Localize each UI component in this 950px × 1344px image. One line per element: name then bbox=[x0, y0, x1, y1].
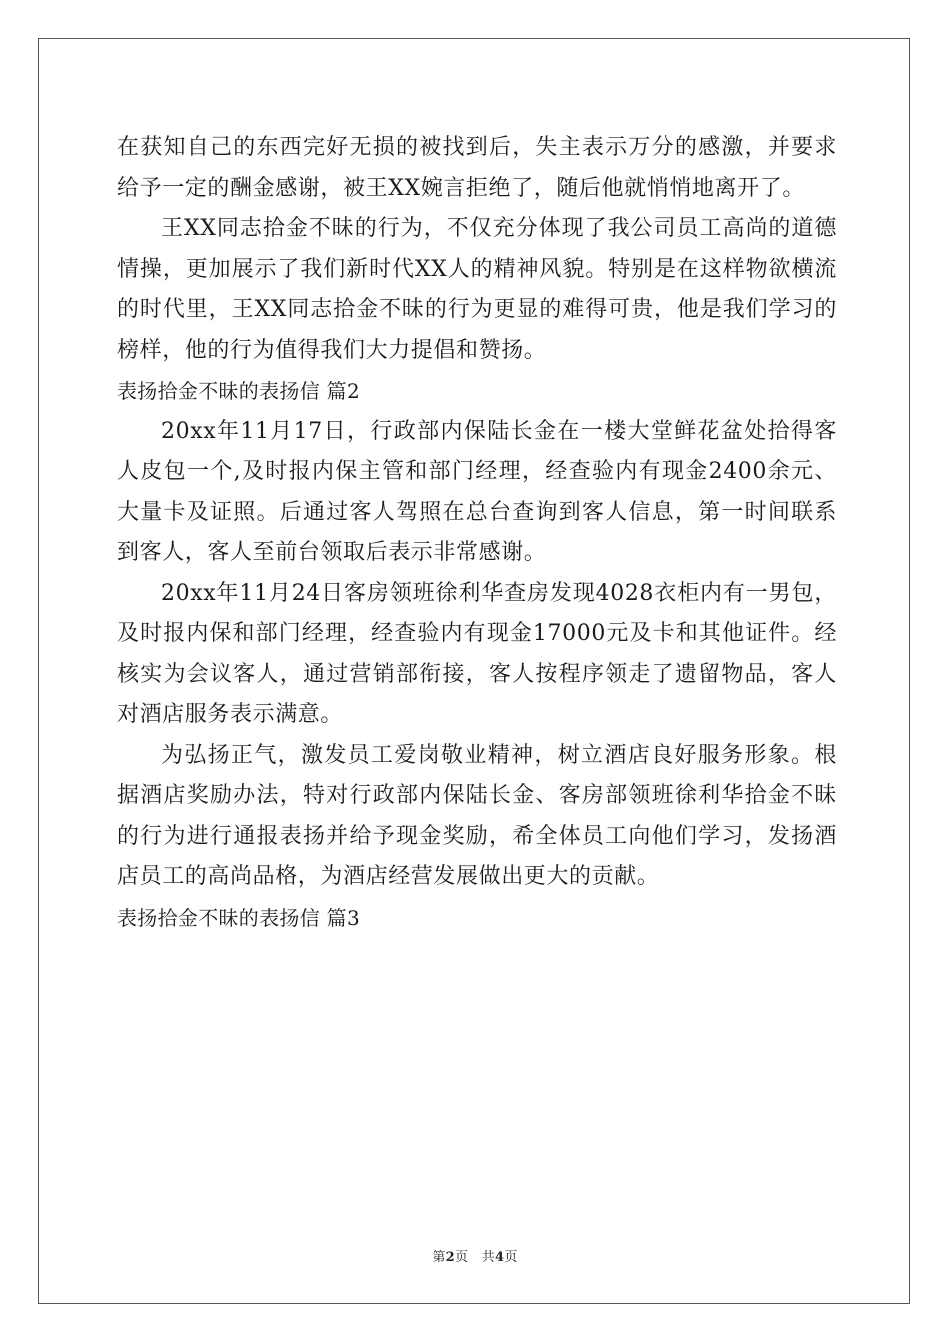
section-heading-3: 表扬拾金不昧的表扬信 篇3 bbox=[117, 905, 360, 930]
page-number: 2 bbox=[445, 1250, 456, 1265]
page-footer bbox=[0, 1246, 950, 1265]
paragraph-2: 王XX同志拾金不昧的行为，不仅充分体现了我公司员工高尚的道德情操，更加展示了我们新时代XX人的精神风貌。特别是在这样物欲横流的时代里，王XX同志拾金不昧的行为更显的难得可贵，他是我们学习的榜样，他的行为值得我们大力提倡和赞扬。 bbox=[117, 216, 837, 363]
page-suffix: 页 bbox=[455, 1250, 469, 1265]
document-body bbox=[117, 128, 837, 938]
paragraph-3: 20xx年11月17日，行政部内保陆长金在一楼大堂鲜花盆处拾得客人皮包一个,及时报内保主管和部门经理，经查验内有现金2400余元、大量卡及证照。后通过客人驾照在总台查询到客人信息，第一时间联系到客人，客人至前台领取后表示非常感谢。 bbox=[117, 418, 837, 565]
total-suffix: 页 bbox=[504, 1250, 518, 1265]
paragraph-1: 在获知自己的东西完好无损的被找到后，失主表示万分的感激，并要求给予一定的酬金感谢，被王XX婉言拒绝了，随后他就悄悄地离开了。 bbox=[117, 135, 837, 201]
section-heading-2: 表扬拾金不昧的表扬信 篇2 bbox=[117, 379, 360, 403]
paragraph-4: 20xx年11月24日客房领班徐利华查房发现4028衣柜内有一男包，及时报内保和部门经理，经查验内有现金17000元及卡和其他证件。经核实为会议客人，通过营销部衔接，客人按程序领走了遗留物品，客人对酒店服务表示满意。 bbox=[117, 580, 837, 727]
total-pages: 4 bbox=[494, 1250, 505, 1265]
page-prefix: 第 bbox=[432, 1250, 446, 1265]
paragraph-5: 为弘扬正气，激发员工爱岗敬业精神，树立酒店良好服务形象。根据酒店奖励办法，特对行政部内保陆长金、客房部领班徐利华拾金不昧的行为进行通报表扬并给予现金奖励，希全体员工向他们学习，发扬酒店员工的高尚品格，为酒店经营发展做出更大的贡献。 bbox=[117, 742, 837, 889]
total-prefix: 共 bbox=[481, 1250, 495, 1265]
